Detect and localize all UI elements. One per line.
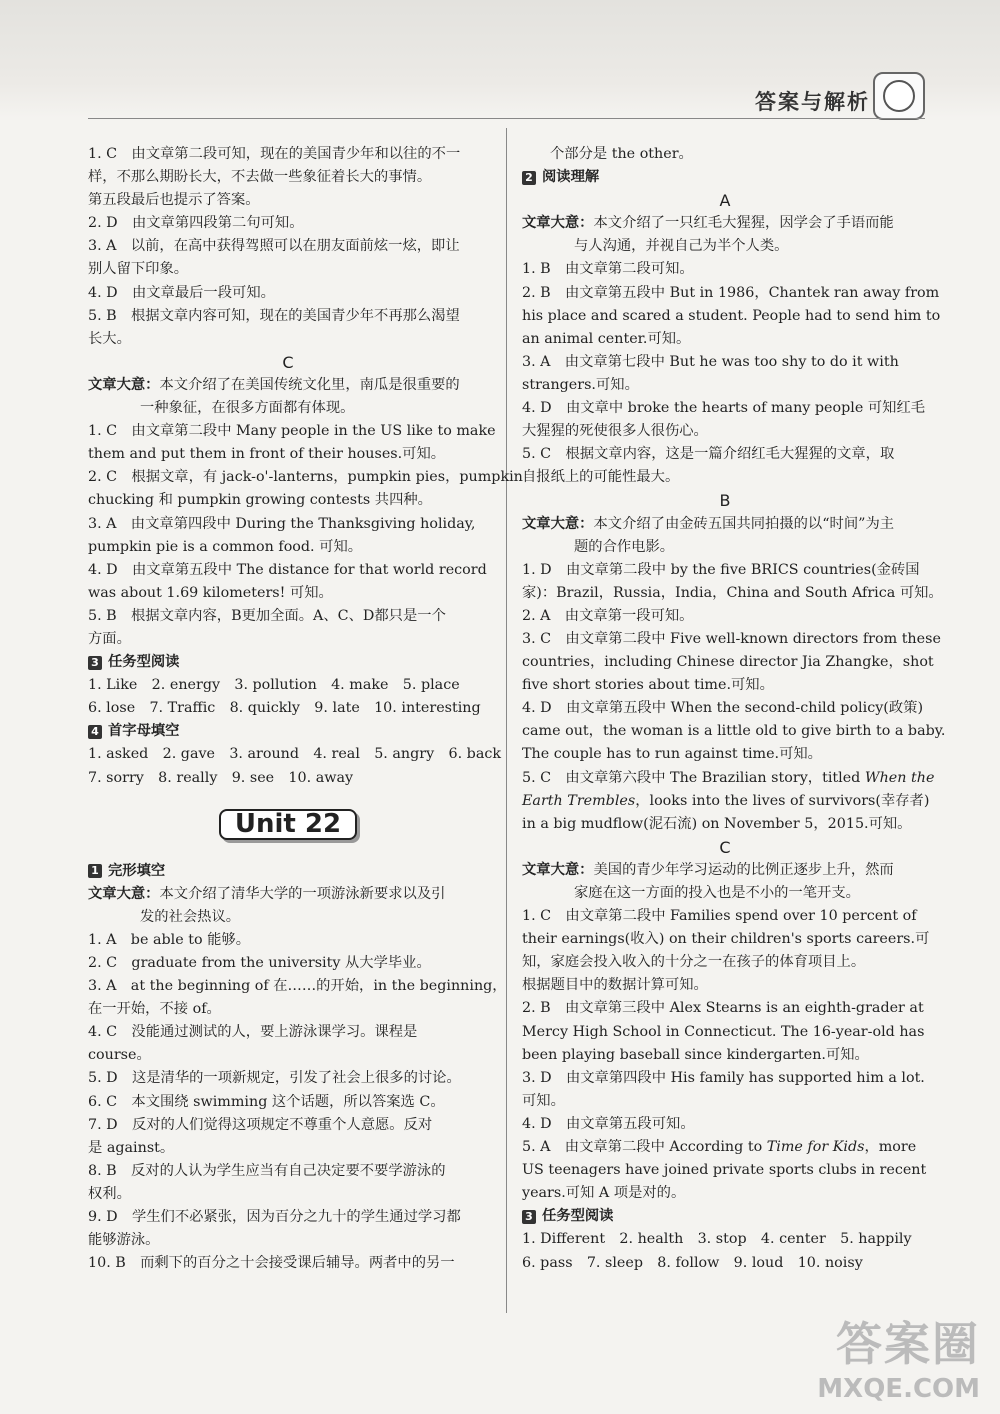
answer-item: 7. D 反对的人们觉得这项规定不尊重个人意愿。反对 是 against。 bbox=[88, 1116, 433, 1156]
section-number-badge: 3 bbox=[522, 1210, 536, 1224]
summary-label: 文章大意： bbox=[88, 376, 160, 393]
summary-label: 文章大意： bbox=[522, 515, 594, 532]
passage-summary: 文章大意：本文介绍了在美国传统文化里，南瓜是很重要的 一种象征，在很多方面都有体现。 bbox=[88, 376, 460, 417]
section-number-badge: 1 bbox=[88, 864, 102, 878]
passage-letter-c: C bbox=[719, 837, 731, 857]
magazine-title: Time for Kids bbox=[766, 1139, 865, 1156]
passage-summary: 文章大意：本文介绍了一只红毛大猩猩，因学会了手语而能 与人沟通，并视自己为半个人类。 bbox=[522, 215, 894, 255]
answer-item: 5. B 根据文章内容可知，现在的美国青少年不再那么渴望 长大。 bbox=[88, 307, 460, 347]
summary-label: 文章大意： bbox=[88, 885, 160, 902]
section-heading-cloze: 1 完形填空 bbox=[88, 860, 488, 883]
answer-item: 2. D 由文章第四段第二句可知。 bbox=[88, 215, 304, 232]
answer-row: 1. Different 2. health 3. stop 4. center 5. happily bbox=[522, 1231, 912, 1248]
watermark-text: 答案圈 bbox=[836, 1317, 980, 1371]
answer-row: 7. sorry 8. really 9. see 10. away bbox=[88, 769, 354, 786]
site-watermark bbox=[817, 1308, 980, 1404]
passage-letter-b: B bbox=[719, 491, 731, 511]
answer-item: 2. A 由文章第一段可知。 bbox=[522, 607, 694, 624]
mascot-icon bbox=[883, 80, 915, 112]
answer-item: 10. B 而剩下的百分之十会接受课后辅导。两者中的另一 bbox=[88, 1255, 455, 1272]
passage-summary: 文章大意：本文介绍了清华大学的一项游泳新要求以及引 发的社会热议。 bbox=[88, 885, 446, 925]
answer-continuation: 个部分是 the other。 bbox=[550, 146, 693, 162]
answer-row: 6. pass 7. sleep 8. follow 9. loud 10. noisy bbox=[522, 1254, 863, 1271]
answer-item: 9. D 学生们不必紧张，因为百分之九十的学生通过学习都 能够游泳。 bbox=[88, 1209, 461, 1249]
answer-item: 4. D 由文章第五段可知。 bbox=[522, 1115, 695, 1132]
right-column bbox=[522, 143, 946, 1275]
answer-row: 1. asked 2. gave 3. around 4. real 5. angry 6. back bbox=[88, 746, 502, 763]
answer-item: 2. B 由文章第三段中 Alex Stearns is an eighth-grader at Mercy High School in Connecticut. The 16-year-old has been playing baseball since kindergarten.可知。 bbox=[522, 1000, 925, 1063]
answer-item: 3. A 由文章第七段中 But he was too shy to do it with strangers.可知。 bbox=[522, 353, 899, 393]
answer-item: 1. A be able to 能够。 bbox=[88, 931, 251, 948]
unit-title: Unit 22 bbox=[219, 809, 357, 840]
answer-item: 3. A 以前，在高中获得驾照可以在朋友面前炫一炫，即让 别人留下印象。 bbox=[88, 238, 460, 278]
answer-item: 3. D 由文章第四段中 His family has supported him a lot. 可知。 bbox=[522, 1069, 925, 1109]
passage-letter-c: C bbox=[282, 352, 294, 372]
section-number-badge: 3 bbox=[88, 656, 102, 670]
answer-item: 1. C 由文章第二段中 Many people in the US like to make them and put them in front of their houses.可知。 bbox=[88, 423, 496, 463]
answer-item: 3. A at the beginning of 在……的开始，in the beginning， 在一开始，不接 of。 bbox=[88, 978, 507, 1018]
film-title: Earth Trembles bbox=[522, 792, 636, 809]
answer-item: 4. D 由文章第五段中 When the second-child policy(政策) came out，the woman is a little old to give birth to a baby. The couple has to run against time.可知。 bbox=[522, 700, 946, 763]
answer-item: 5. A 由文章第二段中 According to Time for Kids，more US teenagers have joined private sports clubs in recent years.可知 A 项是对的。 bbox=[522, 1139, 927, 1202]
left-column bbox=[88, 143, 523, 1275]
answer-item: 1. D 由文章第二段中 by the five BRICS countries(金砖国 家)：Brazil，Russia，India，China and South Africa 可知。 bbox=[522, 561, 943, 601]
answer-item: 8. B 反对的人认为学生应当有自己决定要不要学游泳的 权利。 bbox=[88, 1162, 446, 1202]
answer-item: 5. D 这是清华的一项新规定，引发了社会上很多的讨论。 bbox=[88, 1070, 461, 1087]
mascot-logo bbox=[873, 72, 925, 120]
section-number-badge: 4 bbox=[88, 725, 102, 739]
passage-summary: 文章大意：本文介绍了由金砖五国共同拍摄的以“时间”为主 题的合作电影。 bbox=[522, 515, 895, 555]
watermark-url: MXQE.COM bbox=[817, 1374, 980, 1404]
answer-row: 6. lose 7. Traffic 8. quickly 9. late 10. interesting bbox=[88, 700, 481, 717]
answer-item: 4. C 没能通过测试的人，要上游泳课学习。课程是 course。 bbox=[88, 1024, 418, 1064]
answer-item: 1. B 由文章第二段可知。 bbox=[522, 261, 694, 278]
section-number-badge: 2 bbox=[522, 171, 536, 185]
answer-item: 1. C 由文章第二段中 Families spend over 10 percent of their earnings(收入) on their children's sports careers.可 知，家庭会投入收入的十分之一在孩子的体育项目上。 根据题目中的数据计算可知。 bbox=[522, 908, 930, 994]
unit21-passage-b-answers bbox=[88, 143, 488, 351]
answer-item: 5. B 根据文章内容，B更加全面。A、C、D都只是一个 方面。 bbox=[88, 607, 446, 647]
film-title: When the bbox=[864, 769, 935, 786]
passage-summary: 文章大意：美国的青少年学习运动的比例正逐步上升，然而 家庭在这一方面的投入也是不小的一笔开支。 bbox=[522, 861, 894, 901]
summary-label: 文章大意： bbox=[522, 215, 594, 232]
section-heading-initial-fill: 4 首字母填空 bbox=[88, 720, 488, 743]
answer-item: 5. C 根据文章内容，这是一篇介绍红毛大猩猩的文章，取 自报纸上的可能性最大。 bbox=[522, 446, 895, 486]
answer-item: 4. D 由文章最后一段可知。 bbox=[88, 284, 275, 301]
answer-row: 1. Like 2. energy 3. pollution 4. make 5. place bbox=[88, 677, 460, 694]
section-heading-task-reading: 3 任务型阅读 bbox=[522, 1205, 928, 1228]
answer-item: 6. C 本文围绕 swimming 这个话题，所以答案选 C。 bbox=[88, 1093, 445, 1110]
answer-item: 4. D 由文章中 broke the hearts of many people 可知红毛 大猩猩的死使很多人很伤心。 bbox=[522, 400, 926, 440]
answer-item: 4. D 由文章第五段中 The distance for that world record was about 1.69 kilometers! 可知。 bbox=[88, 561, 487, 601]
section-heading-reading: 2 阅读理解 bbox=[522, 166, 928, 189]
answer-item: 2. B 由文章第五段中 But in 1986，Chantek ran away from his place and scared a student. People had to send him to an animal center.可知。 bbox=[522, 284, 941, 347]
section-heading-task-reading: 3 任务型阅读 bbox=[88, 651, 488, 674]
header-title: 答案与解析 bbox=[755, 90, 870, 114]
column-divider bbox=[506, 128, 507, 1313]
answer-item: 2. C 根据文章，有 jack-o'-lanterns，pumpkin pies，pumpkin chucking 和 pumpkin growing contests 共四种。 bbox=[88, 469, 523, 509]
header-rule bbox=[88, 118, 925, 119]
summary-label: 文章大意： bbox=[522, 861, 594, 878]
passage-letter-a: A bbox=[719, 191, 731, 211]
answer-item: 3. A 由文章第四段中 During the Thanksgiving holiday, pumpkin pie is a common food. 可知。 bbox=[88, 515, 476, 555]
answer-item: 5. C 由文章第六段中 The Brazilian story，titled When the Earth Trembles，looks into the lives of survivors(幸存者) in a big mudflow(泥石流) on November 5，2015.可知。 bbox=[522, 769, 935, 832]
answer-item: 2. C graduate from the university 从大学毕业。 bbox=[88, 955, 431, 971]
answer-item: 1. C 由文章第二段可知，现在的美国青少年和以往的不一 样，不那么期盼长大，不去做一些象征着长大的事情。 第五段最后也提示了答案。 bbox=[88, 146, 461, 209]
answer-item: 3. C 由文章第二段中 Five well-known directors from these countries，including Chinese director Jia Zhangke，shot five short stories about time.可知。 bbox=[522, 630, 941, 694]
unit-title-wrap bbox=[88, 790, 488, 860]
